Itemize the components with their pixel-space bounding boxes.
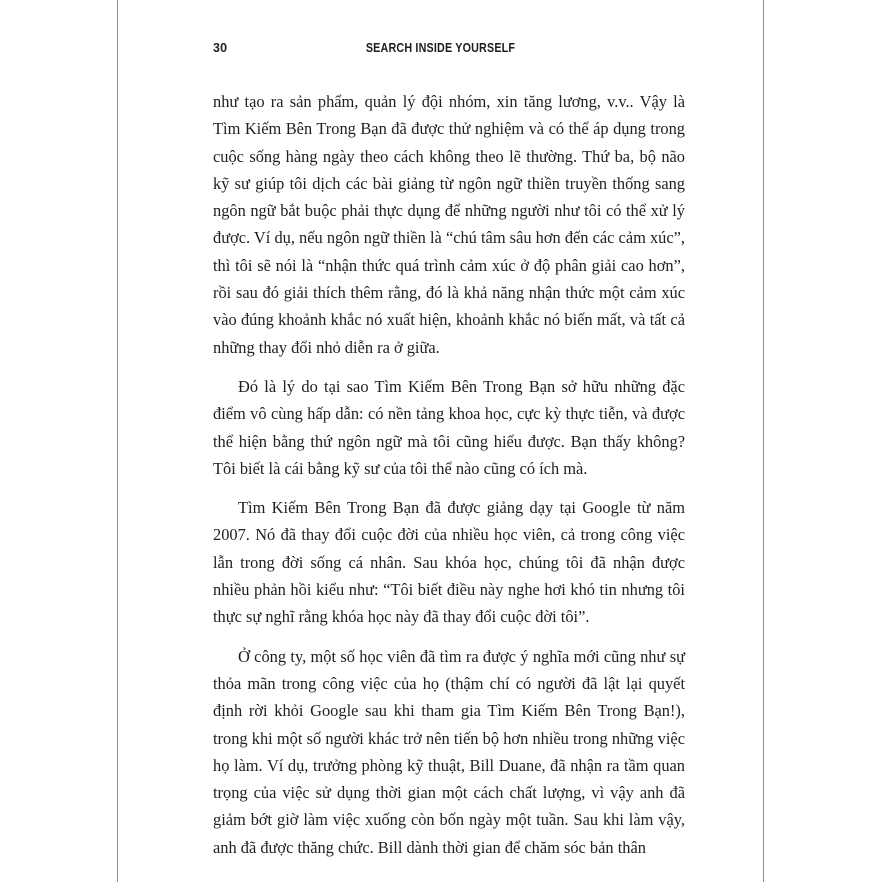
body-text: [213, 88, 685, 873]
book-page: [117, 0, 764, 882]
book-title: SEARCH INSIDE YOURSELF: [365, 41, 516, 55]
paragraph: Đó là lý do tại sao Tìm Kiếm Bên Trong Bạn sở hữu những đặc điểm vô cùng hấp dẫn: có nền tảng khoa học, cực kỳ thực tiễn, và được thể hiện bằng thứ ngôn ngữ mà tôi cũng hiểu được. Bạn thấy không? Tôi biết là cái bằng kỹ sư của tôi thể nào cũng có ích mà.: [213, 376, 685, 478]
running-head: [118, 41, 763, 59]
paragraph: Tìm Kiếm Bên Trong Bạn đã được giảng dạy tại Google từ năm 2007. Nó đã thay đổi cuộc đời của nhiều học viên, cả trong công việc lẫn trong đời sống cá nhân. Sau khóa học, chúng tôi đã nhận được nhiều phản hồi kiểu như: “Tôi biết điều này nghe hơi khó tin nhưng tôi thực sự nghĩ rằng khóa học này đã thay đổi cuộc đời tôi”.: [213, 498, 685, 627]
paragraph-continued: như tạo ra sản phẩm, quản lý đội nhóm, xin tăng lương, v.v.. Vậy là Tìm Kiếm Bên Trong Bạn đã được thử nghiệm và có thể áp dụng trong cuộc sống hàng ngày theo cách không theo lẽ thường. Thứ ba, bộ não kỹ sư giúp tôi dịch các bài giảng từ ngôn ngữ thiền truyền thống sang ngôn ngữ bắt buộc phải thực dụng để những người như tôi có thể xử lý được. Ví dụ, nếu ngôn ngữ thiền là “chú tâm sâu hơn đến các cảm xúc”, thì tôi sẽ nói là “nhận thức quá trình cảm xúc ở độ phân giải cao hơn”, rồi sau đó giải thích thêm rằng, đó là khả năng nhận thức một cảm xúc vào đúng khoảnh khắc nó xuất hiện, khoảnh khắc nó biến mất, và tất cả những thay đổi nhỏ diễn ra ở giữa.: [213, 92, 685, 357]
page-number: 30: [213, 41, 228, 55]
paragraph: Ở công ty, một số học viên đã tìm ra được ý nghĩa mới cũng như sự thỏa mãn trong công việc của họ (thậm chí có người đã lật lại quyết định rời khỏi Google sau khi tham gia Tìm Kiếm Bên Trong Bạn!), trong khi một số người khác trở nên tiến bộ hơn nhiều trong những việc họ làm. Ví dụ, trưởng phòng kỹ thuật, Bill Duane, đã nhận ra tầm quan trọng của việc sử dụng thời gian một cách chất lượng, vì vậy anh đã giảm bớt giờ làm việc xuống còn bốn ngày một tuần. Sau khi làm vậy, anh đã được thăng chức. Bill dành thời gian để chăm sóc bản thân: [213, 646, 685, 857]
